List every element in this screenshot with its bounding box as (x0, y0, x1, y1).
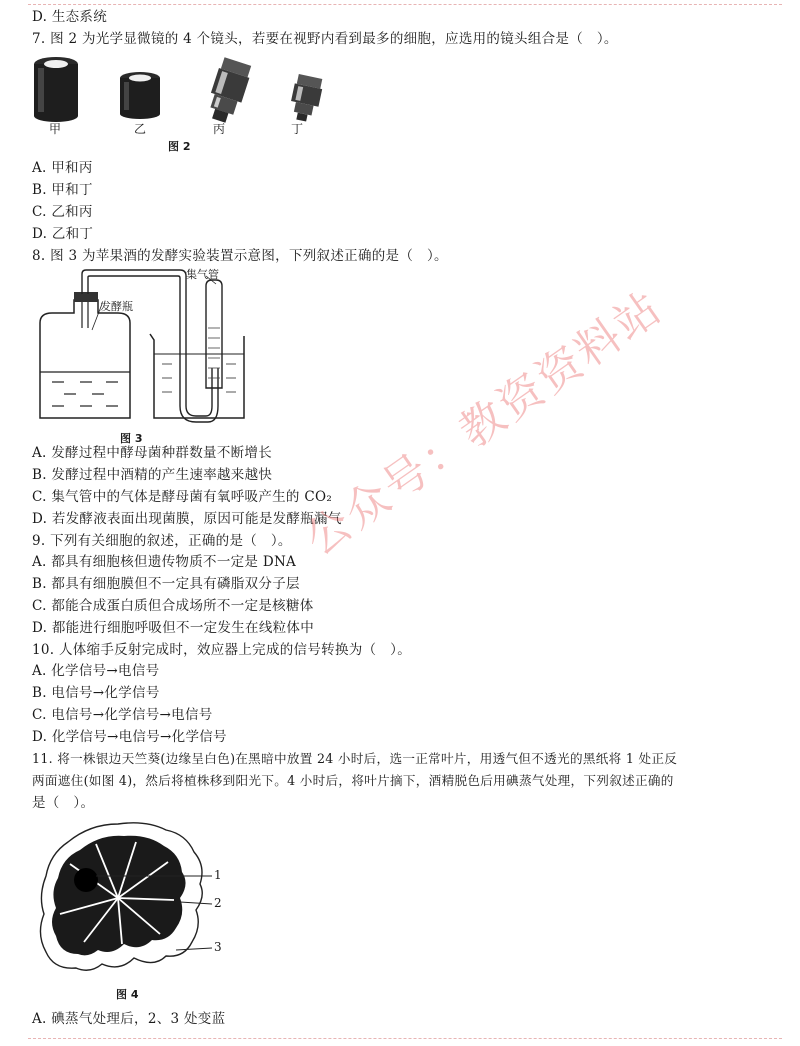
leaf-figure (36, 818, 256, 978)
q7-option-b: B. 甲和丁 (32, 182, 93, 198)
watermark-text: 公众号：教资资料站 (296, 281, 673, 566)
lens-label-ding: 丁 (291, 122, 304, 136)
q11-option-a: A. 碘蒸气处理后，2、3 处变蓝 (32, 1011, 226, 1027)
figure-4-caption: 图 4 (116, 988, 139, 1001)
q11-stem-line-3: 是（ ）。 (32, 795, 95, 811)
fermentation-apparatus-figure (30, 268, 270, 428)
q7-stem: 7. 图 2 为光学显微镜的 4 个镜头，若要在视野内看到最多的细胞，应选用的镜头组合是（ ）。 (32, 31, 618, 47)
figure-3-caption: 图 3 (120, 432, 143, 445)
leaf-marker-1: 1 (214, 868, 222, 882)
lens-ding (288, 74, 325, 124)
q11-stem-line-2: 两面遮住(如图 4)，然后将植株移到阳光下。4 小时后，将叶片摘下，酒精脱色后用碘蒸气处理，下列叙述正确的 (32, 773, 674, 788)
lens-label-bing: 丙 (213, 122, 226, 136)
lens-bing (204, 57, 254, 126)
figure-2-caption: 图 2 (168, 140, 191, 153)
lens-label-yi: 乙 (134, 122, 147, 136)
q10-option-b: B. 电信号→化学信号 (32, 685, 160, 701)
q8-option-a: A. 发酵过程中酵母菌种群数量不断增长 (32, 445, 273, 461)
q11-stem-line-1: 11. 将一株银边天竺葵(边缘呈白色)在黑暗中放置 24 小时后，选一正常叶片，用透气但不透光的黑纸将 1 处正反 (32, 751, 678, 766)
q10-option-d: D. 化学信号→电信号→化学信号 (32, 729, 227, 745)
prev-option-d: D. 生态系统 (32, 9, 108, 25)
q9-stem: 9. 下列有关细胞的叙述，正确的是（ ）。 (32, 533, 292, 549)
q10-stem: 10. 人体缩手反射完成时，效应器上完成的信号转换为（ ）。 (32, 642, 412, 658)
q10-option-c: C. 电信号→化学信号→电信号 (32, 707, 213, 723)
lens-label-jia: 甲 (49, 122, 62, 136)
q7-option-a: A. 甲和丙 (32, 160, 93, 176)
lens-yi (120, 72, 160, 119)
q8-option-c: C. 集气管中的气体是酵母菌有氧呼吸产生的 CO₂ (32, 489, 333, 505)
fermentation-bottle-label: 发酵瓶 (100, 300, 133, 313)
q9-option-d: D. 都能进行细胞呼吸但不一定发生在线粒体中 (32, 620, 315, 636)
q7-option-d: D. 乙和丁 (32, 226, 94, 242)
top-dashed-rule (28, 4, 782, 5)
leaf-marker-3: 3 (214, 940, 222, 954)
q9-option-c: C. 都能合成蛋白质但合成场所不一定是核糖体 (32, 598, 314, 614)
bottom-dashed-rule (28, 1038, 782, 1039)
collection-tube-label: 集气管 (186, 268, 219, 281)
q9-option-a: A. 都具有细胞核但遗传物质不一定是 DNA (32, 554, 297, 570)
leaf-marker-2: 2 (214, 896, 222, 910)
q9-option-b: B. 都具有细胞膜但不一定具有磷脂双分子层 (32, 576, 300, 592)
q8-option-d: D. 若发酵液表面出现菌膜，原因可能是发酵瓶漏气 (32, 511, 342, 527)
q7-option-c: C. 乙和丙 (32, 204, 93, 220)
lens-jia (34, 57, 78, 122)
q8-stem: 8. 图 3 为苹果酒的发酵实验装置示意图，下列叙述正确的是（ ）。 (32, 248, 448, 264)
q8-option-b: B. 发酵过程中酒精的产生速率越来越快 (32, 467, 273, 483)
q10-option-a: A. 化学信号→电信号 (32, 663, 160, 679)
